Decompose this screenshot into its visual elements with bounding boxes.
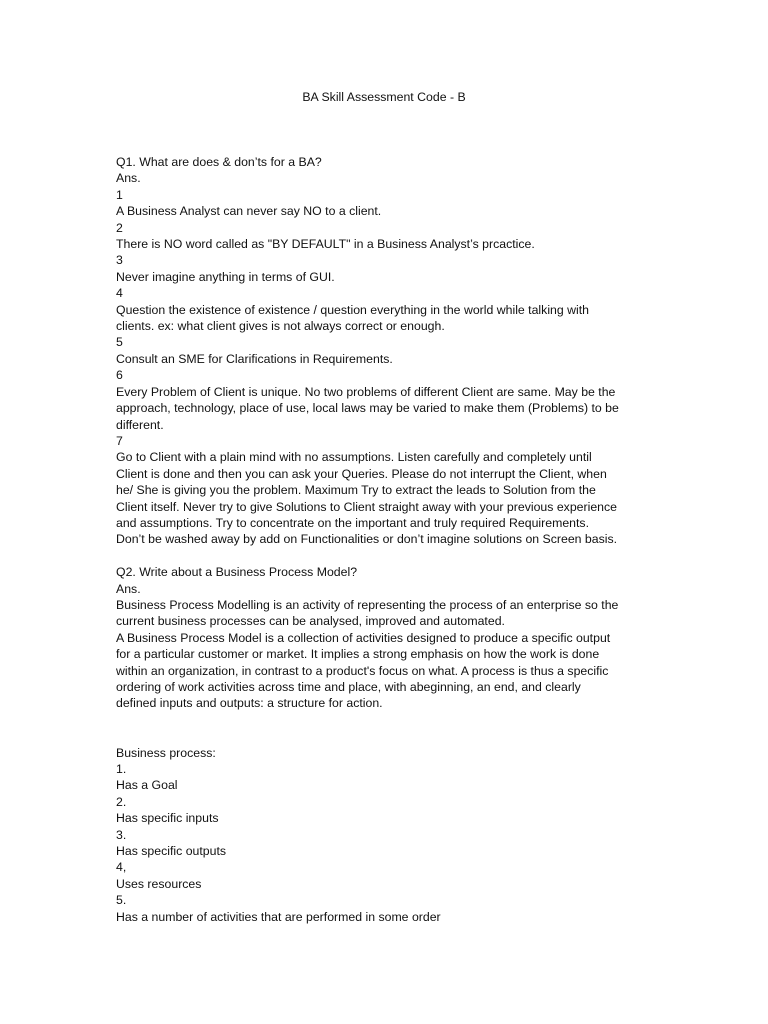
document-title: BA Skill Assessment Code - B <box>302 90 466 104</box>
process-item-text: Has a Goal <box>116 778 178 793</box>
process-item-text: Has specific inputs <box>116 811 219 826</box>
list-item-number: 6 <box>116 368 123 383</box>
list-item-number: 5 <box>116 335 123 350</box>
list-item-text: clients. ex: what client gives is not always correct or enough. <box>116 319 445 334</box>
answer-label-2: Ans. <box>116 581 141 596</box>
list-item-number: 2 <box>116 220 123 235</box>
list-item-text: Never imagine anything in terms of GUI. <box>116 269 335 284</box>
list-item-text: Client itself. Never try to give Solutions to Client straight away with your previous experience <box>116 499 617 514</box>
paragraph-line: current business processes can be analysed, improved and automated. <box>116 614 505 629</box>
q2-paragraph-1 <box>116 597 656 630</box>
document-body <box>116 154 656 925</box>
paragraph-line: A Business Process Model is a collection of activities designed to produce a specific output <box>116 630 611 645</box>
list-item-text: Client is done and then you can ask your Queries. Please do not interrupt the Client, when <box>116 466 607 481</box>
question-2: Q2. Write about a Business Process Model? <box>116 565 358 580</box>
list-item-number: 4 <box>116 286 123 301</box>
q2-paragraph-2 <box>116 630 656 712</box>
list-item-text: he/ She is giving you the problem. Maximum Try to extract the leads to Solution from the <box>116 483 596 498</box>
paragraph-line: ordering of work activities across time and place, with abeginning, an end, and clearly <box>116 679 581 694</box>
paragraph-line: for a particular customer or market. It implies a strong emphasis on how the work is done <box>116 647 600 662</box>
list-item-text: There is NO word called as "BY DEFAULT" in a Business Analyst’s prcactice. <box>116 237 535 252</box>
list-item-text: approach, technology, place of use, local laws may be varied to make them (Problems) to be <box>116 401 619 416</box>
paragraph-line: Business Process Modelling is an activity of representing the process of an enterprise so the <box>116 597 619 612</box>
process-item-text: Has specific outputs <box>116 844 227 859</box>
list-item-text: Consult an SME for Clarifications in Requirements. <box>116 351 393 366</box>
list-item-text: Every Problem of Client is unique. No two problems of different Client are same. May be the <box>116 384 616 399</box>
list-item-text: Question the existence of existence / question everything in the world while talking with <box>116 302 590 317</box>
process-heading: Business process: <box>116 745 216 760</box>
answer-label-1: Ans. <box>116 171 141 186</box>
list-item-number: 7 <box>116 433 123 448</box>
process-item-number: 1. <box>116 762 127 776</box>
question-1: Q1. What are does & don’ts for a BA? <box>116 155 322 169</box>
paragraph-line: within an organization, in contrast to a product's focus on what. A process is thus a specific <box>116 663 609 678</box>
process-item-text: Has a number of activities that are performed in some order <box>116 909 441 924</box>
process-list <box>116 761 656 925</box>
list-item-number: 1 <box>116 187 123 202</box>
process-item-number: 3. <box>116 827 127 842</box>
q1-answer-list <box>116 187 656 548</box>
list-item-number: 3 <box>116 253 123 268</box>
process-item-number: 5. <box>116 893 127 908</box>
process-item-number: 4, <box>116 860 127 875</box>
paragraph-line: defined inputs and outputs: a structure for action. <box>116 696 383 711</box>
list-item-text: Go to Client with a plain mind with no assumptions. Listen carefully and completely until <box>116 450 592 465</box>
list-item-text: and assumptions. Try to concentrate on the important and truly required Requirements. <box>116 515 589 530</box>
list-item-text: Don’t be washed away by add on Functionalities or don’t imagine solutions on Screen basis. <box>116 532 618 547</box>
process-item-text: Uses resources <box>116 876 202 891</box>
list-item-text: A Business Analyst can never say NO to a client. <box>116 204 382 219</box>
process-item-number: 2. <box>116 794 127 809</box>
list-item-text: different. <box>116 417 164 432</box>
